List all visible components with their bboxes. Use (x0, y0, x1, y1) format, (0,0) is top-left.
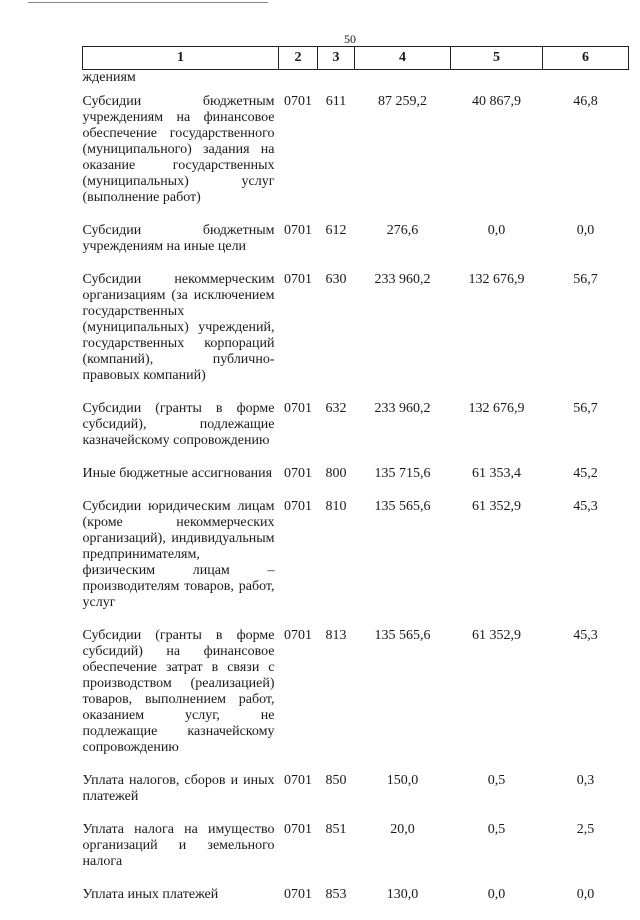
row-plan-value: 233 960,2 (374, 401, 431, 416)
row-expense-type: 800 (325, 466, 347, 481)
row-fact-value: 0,5 (487, 822, 506, 837)
row-percent: 0,0 (576, 223, 595, 238)
row-section-code: 0701 (284, 499, 312, 514)
table-row (83, 94, 629, 223)
row-plan-value: 20,0 (390, 822, 415, 837)
row-plan-value: 135 565,6 (374, 628, 431, 643)
row-expense-type: 851 (325, 822, 347, 837)
table-row (83, 499, 629, 628)
row-expense-type: 850 (325, 773, 347, 788)
table-row (83, 466, 629, 499)
row-name: Субсидии (гранты в форме субсидий) на финансовое обеспечение затрат в связи с производством (реализацией) товаров, выполнением работ, оказанием услуг, не подлежащие казначейскому сопровождению (82, 628, 275, 755)
row-plan-value: 130,0 (386, 887, 419, 902)
row-expense-type: 630 (325, 272, 347, 287)
row-percent: 56,7 (573, 401, 598, 416)
row-name: Субсидии юридическим лицам (кроме некоммерческих организаций), индивидуальным предпринимателям, физическим лицам – производителям товаров, работ, услуг (82, 499, 275, 610)
row-section-code: 0701 (284, 887, 312, 902)
row-percent: 46,8 (573, 94, 598, 109)
row-percent: 45,3 (573, 499, 598, 514)
row-section-code: 0701 (284, 822, 312, 837)
row-section-code: 0701 (284, 401, 312, 416)
column-header: 6 (543, 47, 629, 70)
column-header: 3 (318, 47, 355, 70)
table-header-row (83, 47, 629, 70)
column-header: 1 (83, 47, 279, 70)
row-fact-value: 0,0 (487, 223, 506, 238)
row-plan-value: 233 960,2 (374, 272, 431, 287)
row-expense-type: 632 (325, 401, 347, 416)
row-name: Иные бюджетные ассигнования (82, 466, 273, 481)
row-section-code: 0701 (284, 466, 312, 481)
row-name: Уплата иных платежей (82, 887, 219, 902)
row-fact-value: 0,5 (487, 773, 506, 788)
row-expense-type: 611 (325, 94, 347, 109)
row-section-code: 0701 (284, 773, 312, 788)
row-percent: 0,0 (576, 887, 595, 902)
row-fact-value: 132 676,9 (468, 272, 525, 287)
row-percent: 45,3 (573, 628, 598, 643)
row-plan-value: 150,0 (386, 773, 419, 788)
budget-table (82, 46, 629, 920)
table-row (83, 887, 629, 920)
row-percent: 2,5 (576, 822, 595, 837)
row-name: Субсидии бюджетным учреждениям на финансовое обеспечение государственного (муниципального) задания на оказание государственных (муниципальных) услуг (выполнение работ) (82, 94, 275, 205)
row-section-code: 0701 (284, 628, 312, 643)
column-header: 5 (451, 47, 543, 70)
row-percent: 45,2 (573, 466, 598, 481)
continuation-text: ждениям (82, 70, 136, 85)
row-section-code: 0701 (284, 272, 312, 287)
row-fact-value: 61 352,9 (472, 628, 521, 643)
table-row (83, 628, 629, 773)
table-row (83, 822, 629, 887)
row-fact-value: 40 867,9 (472, 94, 521, 109)
row-plan-value: 135 565,6 (374, 499, 431, 514)
row-percent: 0,3 (576, 773, 595, 788)
row-expense-type: 612 (325, 223, 347, 238)
row-fact-value: 132 676,9 (468, 401, 525, 416)
table-row (83, 272, 629, 401)
row-percent: 56,7 (573, 272, 598, 287)
row-plan-value: 276,6 (386, 223, 419, 238)
continuation-row (83, 70, 629, 95)
row-name: Субсидии бюджетным учреждениям на иные цели (82, 223, 275, 254)
row-name: Субсидии некоммерческим организациям (за исключением государственных (муниципальных) учреждений, государственных корпораций (компаний), публично-правовых компаний) (82, 272, 275, 383)
row-section-code: 0701 (284, 94, 312, 109)
column-header: 4 (355, 47, 451, 70)
row-fact-value: 0,0 (487, 887, 506, 902)
page-number: 50 (344, 32, 356, 46)
column-header: 2 (279, 47, 318, 70)
table-row (83, 223, 629, 272)
row-name: Уплата налога на имущество организаций и земельного налога (82, 822, 275, 869)
row-plan-value: 135 715,6 (374, 466, 431, 481)
table-row (83, 401, 629, 466)
row-plan-value: 87 259,2 (378, 94, 427, 109)
row-fact-value: 61 352,9 (472, 499, 521, 514)
row-name: Уплата налогов, сборов и иных платежей (82, 773, 275, 804)
top-rule (28, 2, 268, 3)
row-expense-type: 813 (325, 628, 347, 643)
table-row (83, 773, 629, 822)
row-expense-type: 810 (325, 499, 347, 514)
row-expense-type: 853 (325, 887, 347, 902)
row-name: Субсидии (гранты в форме субсидий), подлежащие казначейскому сопровождению (82, 401, 275, 448)
row-section-code: 0701 (284, 223, 312, 238)
row-fact-value: 61 353,4 (472, 466, 521, 481)
